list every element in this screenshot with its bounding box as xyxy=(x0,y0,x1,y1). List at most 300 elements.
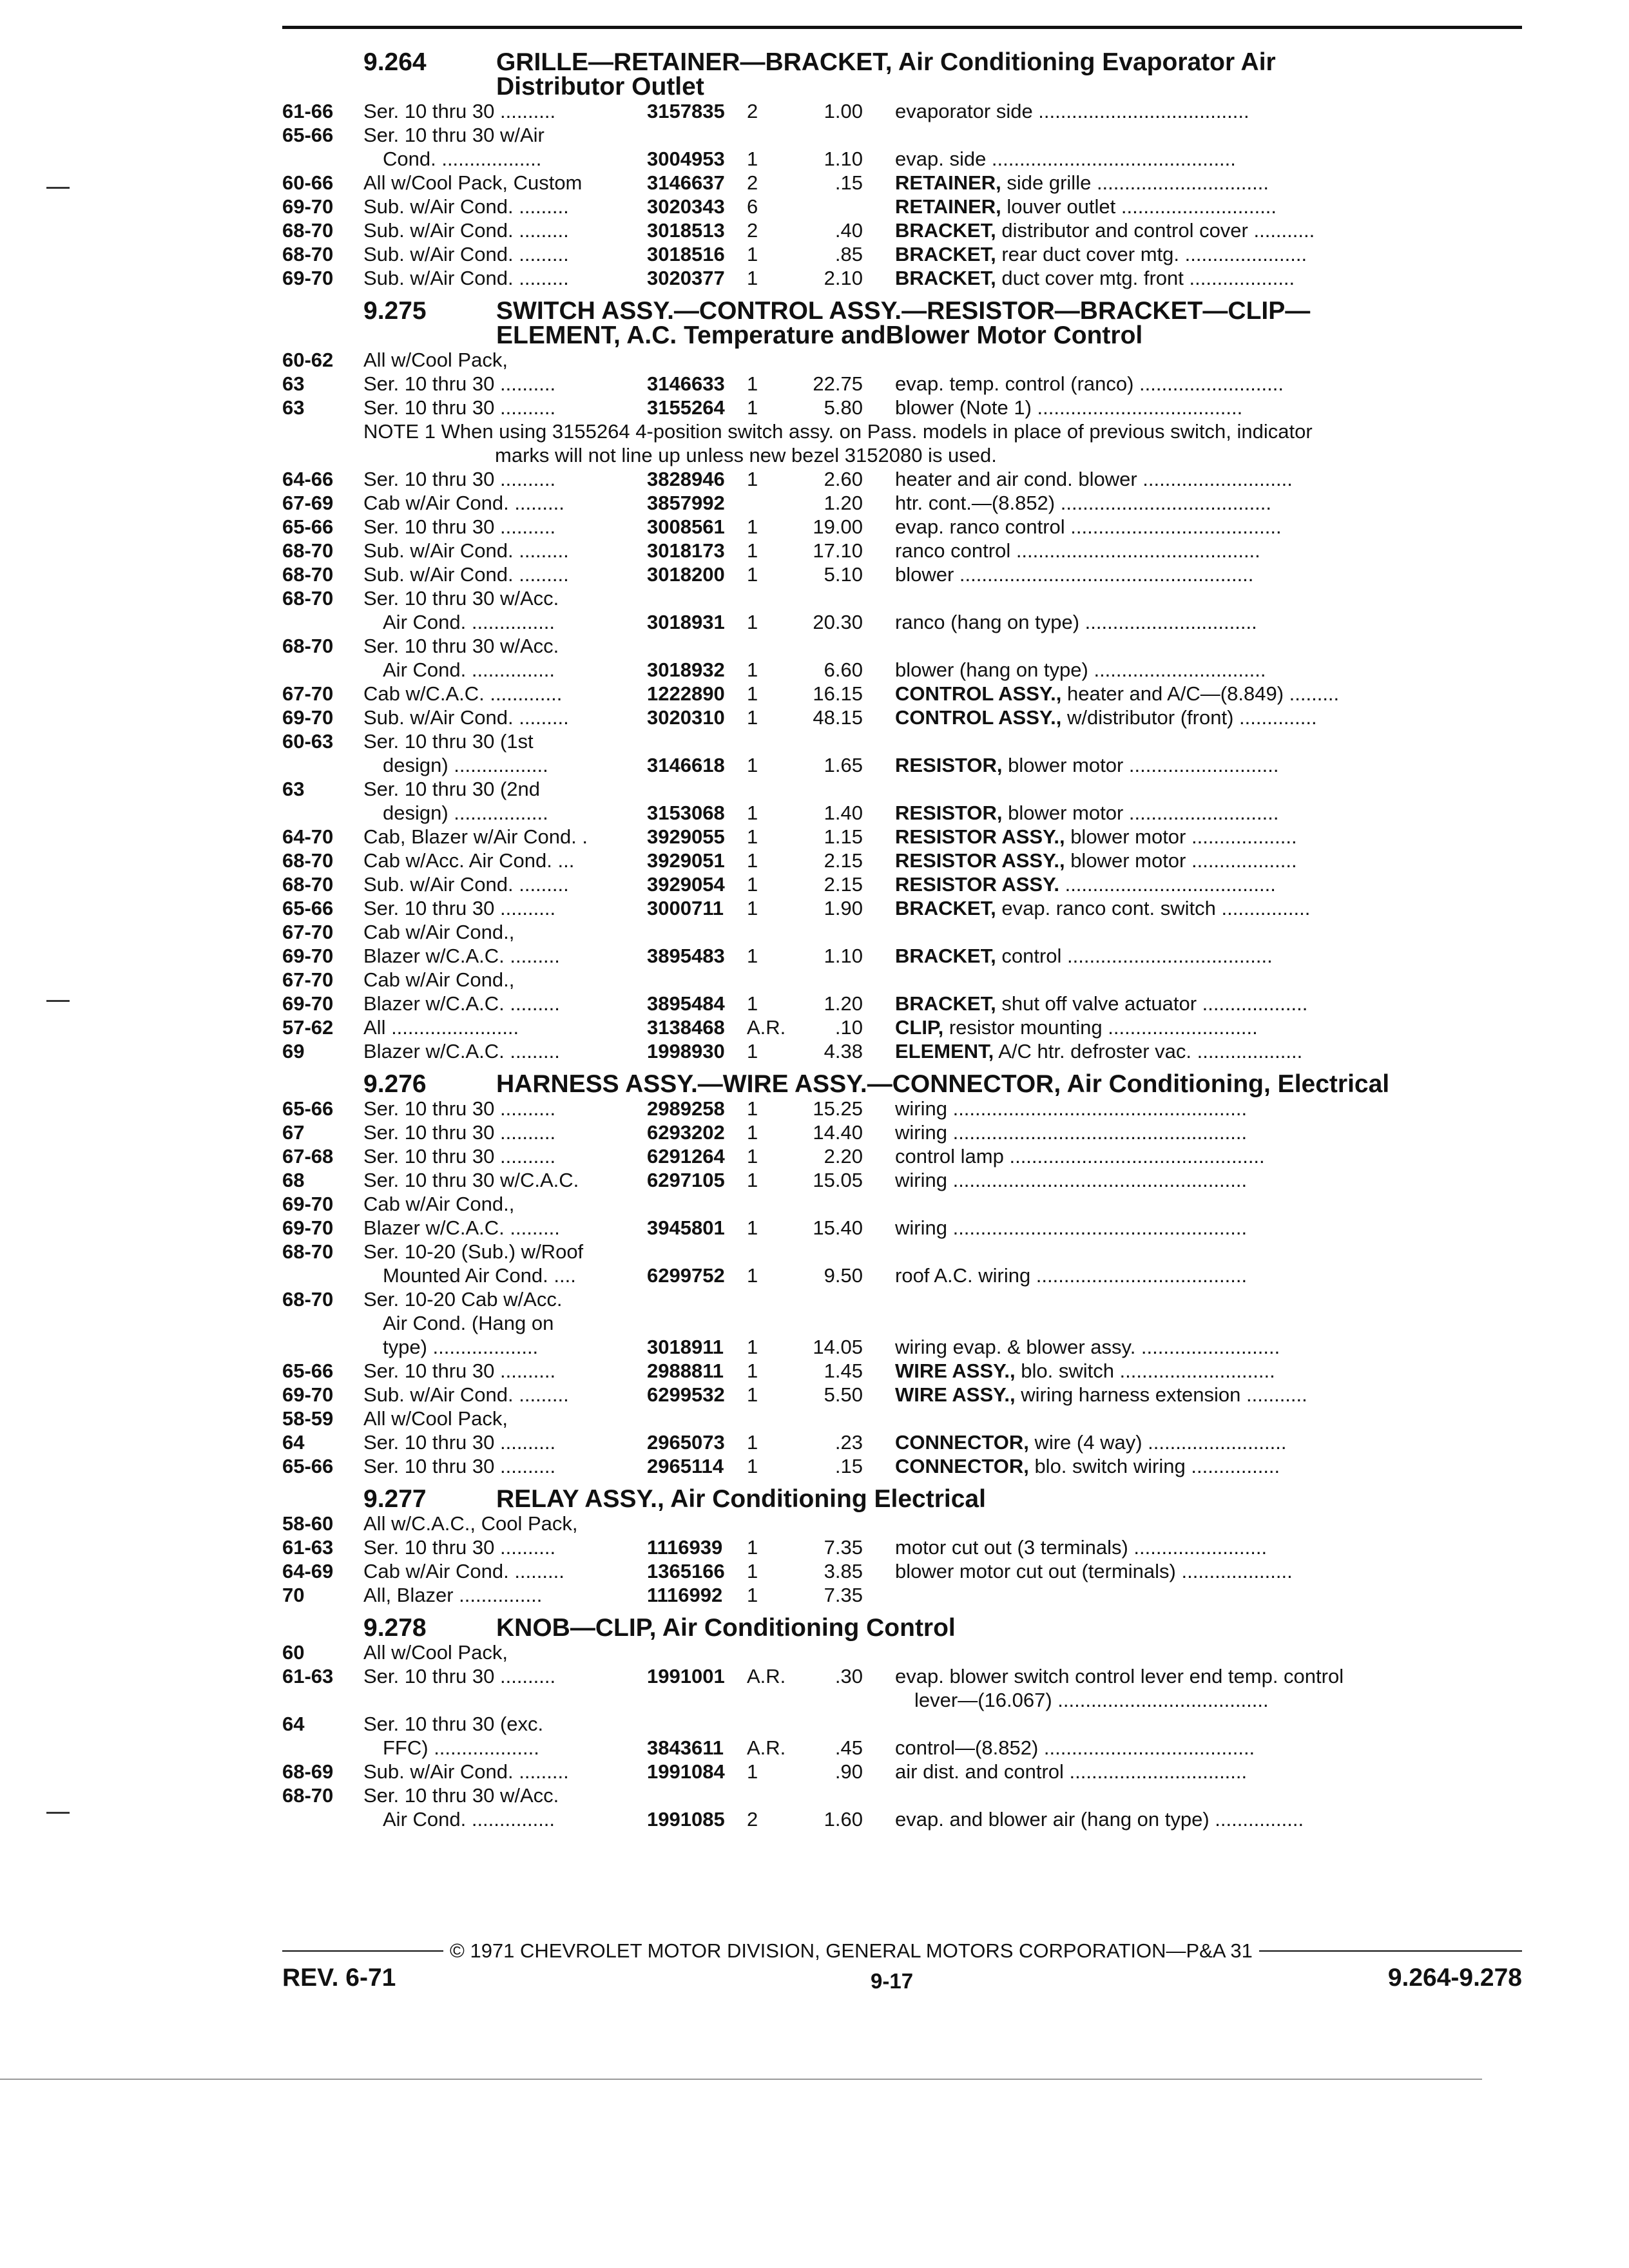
table-row xyxy=(282,729,1526,753)
part-number xyxy=(647,348,747,372)
part-name xyxy=(863,1783,1526,1807)
table-row xyxy=(282,171,1526,195)
table-row xyxy=(282,658,1526,682)
part-name-continued: lever—(16.067) ...................................... xyxy=(914,1689,1269,1711)
part-name-detail: distributor and control cover ........... xyxy=(996,219,1315,242)
table-row xyxy=(282,634,1526,658)
application-description: Ser. 10 thru 30 w/C.A.C. xyxy=(363,1169,579,1191)
price: 17.10 xyxy=(813,539,863,562)
quantity xyxy=(747,348,789,372)
table-row xyxy=(282,1783,1526,1807)
application-description: All w/Cool Pack, xyxy=(363,1641,508,1664)
part-name xyxy=(863,920,1526,944)
application-description: Air Cond. (Hang on xyxy=(383,1312,554,1334)
section-title-bold: SWITCH ASSY.—CONTROL ASSY.—RESISTOR—BRACKET—CLIP— xyxy=(496,297,1311,325)
model-years: 61-63 xyxy=(282,1665,334,1687)
part-name-bold: BRACKET, xyxy=(895,267,996,289)
part-number: 1991084 xyxy=(647,1760,725,1783)
application-description: Sub. w/Air Cond. ......... xyxy=(363,219,569,242)
price: 19.00 xyxy=(813,515,863,538)
part-name-bold: CONNECTOR, xyxy=(895,1455,1029,1477)
quantity: 1 xyxy=(747,1431,758,1454)
quantity: 1 xyxy=(747,682,758,705)
part-number xyxy=(647,729,747,753)
part-number: 1991085 xyxy=(647,1808,725,1831)
application-description: Ser. 10 thru 30 (2nd xyxy=(363,778,541,800)
part-name xyxy=(863,1535,1526,1559)
price xyxy=(789,1311,863,1335)
quantity: 1 xyxy=(747,1536,758,1559)
part-name-detail: wiring ..................................................... xyxy=(895,1121,1248,1144)
part-name-detail: A/C htr. defroster vac. ................... xyxy=(994,1040,1303,1062)
part-name xyxy=(863,123,1526,147)
price xyxy=(789,1783,863,1807)
quantity xyxy=(747,491,789,515)
model-years: 61-66 xyxy=(282,100,334,122)
part-name-detail: heater and A/C—(8.849) ......... xyxy=(1061,682,1340,705)
model-years xyxy=(282,610,363,634)
part-number xyxy=(647,968,747,992)
price: 15.05 xyxy=(813,1169,863,1191)
part-number: 6299752 xyxy=(647,1264,725,1287)
part-name xyxy=(863,729,1526,753)
model-years: 67-68 xyxy=(282,1145,334,1168)
section-title-rest: Air Conditioning Evaporator Air xyxy=(892,48,1276,76)
table-row xyxy=(282,1736,1526,1760)
part-number: 3018513 xyxy=(647,219,725,242)
part-name-bold: ELEMENT, xyxy=(895,1040,994,1062)
part-name-detail: ...................................... xyxy=(1059,873,1276,896)
model-years: 58-59 xyxy=(282,1407,334,1430)
price: .45 xyxy=(834,1736,863,1759)
part-name-bold: CONTROL ASSY., xyxy=(895,682,1062,705)
application-description: Ser. 10 thru 30 .......... xyxy=(363,1145,556,1168)
model-years: 67-70 xyxy=(282,921,334,943)
part-name xyxy=(863,1039,1526,1063)
application-description: Ser. 10-20 (Sub.) w/Roof xyxy=(363,1240,584,1263)
part-name xyxy=(863,1216,1526,1240)
part-name xyxy=(863,1240,1526,1264)
part-number: 3929055 xyxy=(647,825,725,848)
table-row xyxy=(282,1664,1526,1712)
table-row xyxy=(282,706,1526,729)
revision-label: REV. 6-71 xyxy=(282,1964,396,1992)
model-years: 68-70 xyxy=(282,243,334,265)
price: 1.60 xyxy=(824,1808,863,1831)
part-name xyxy=(863,491,1526,515)
part-name xyxy=(863,372,1526,396)
table-row xyxy=(282,1807,1526,1831)
price: 7.35 xyxy=(824,1536,863,1559)
part-name xyxy=(863,777,1526,801)
model-years: 68-70 xyxy=(282,873,334,896)
model-years xyxy=(282,1311,363,1335)
quantity xyxy=(747,586,789,610)
part-name-bold: WIRE ASSY., xyxy=(895,1360,1016,1382)
part-name-detail: evap. ranco control ...................................... xyxy=(895,515,1282,538)
part-number: 3146618 xyxy=(647,754,725,776)
application-description: Cab w/Air Cond., xyxy=(363,921,515,943)
part-name-detail: control lamp .............................................. xyxy=(895,1145,1265,1168)
section-title-bold: HARNESS ASSY.—WIRE ASSY.—CONNECTOR, xyxy=(496,1070,1061,1098)
quantity: 1 xyxy=(747,992,758,1015)
part-name xyxy=(863,1015,1526,1039)
model-years xyxy=(282,658,363,682)
section-title-bold: GRILLE—RETAINER—BRACKET, xyxy=(496,48,892,76)
part-number: 3020310 xyxy=(647,706,725,729)
model-years: 69-70 xyxy=(282,992,334,1015)
part-number: 6299532 xyxy=(647,1383,725,1406)
quantity: 1 xyxy=(747,945,758,967)
model-years: 70 xyxy=(282,1584,305,1606)
quantity: 1 xyxy=(747,563,758,586)
application-description: Ser. 10 thru 30 (1st xyxy=(363,730,534,753)
part-number: 6291264 xyxy=(647,1145,725,1168)
part-number: 1998930 xyxy=(647,1040,725,1062)
application-description: All w/Cool Pack, xyxy=(363,1407,508,1430)
part-name-detail: evaporator side ...................................... xyxy=(895,100,1249,122)
table-row xyxy=(282,1120,1526,1144)
application-description: Cab, Blazer w/Air Cond. . xyxy=(363,825,588,848)
application-description: Sub. w/Air Cond. ......... xyxy=(363,1760,569,1783)
price: 6.60 xyxy=(824,658,863,681)
price xyxy=(789,123,863,147)
part-number: 3146633 xyxy=(647,372,725,395)
part-number: 1991001 xyxy=(647,1665,725,1687)
table-row xyxy=(282,1407,1526,1430)
section-title-rest: Air Conditioning Electrical xyxy=(664,1485,986,1513)
table-row xyxy=(282,467,1526,491)
part-name xyxy=(863,682,1526,706)
quantity: 1 xyxy=(747,515,758,538)
scan-edge-line xyxy=(0,2079,1482,2080)
part-number: 1116939 xyxy=(647,1536,723,1559)
part-name-detail: evap. and blower air (hang on type) ................ xyxy=(895,1808,1304,1831)
part-number: 6293202 xyxy=(647,1121,725,1144)
part-name-detail: wiring ..................................................... xyxy=(895,1216,1248,1239)
application-description: Blazer w/C.A.C. ......... xyxy=(363,1040,560,1062)
model-years: 60-62 xyxy=(282,349,334,371)
part-name xyxy=(863,1664,1526,1712)
part-number xyxy=(647,920,747,944)
price: 9.50 xyxy=(824,1264,863,1287)
quantity: A.R. xyxy=(747,1665,786,1687)
table-row xyxy=(282,1335,1526,1359)
model-years: 69-70 xyxy=(282,1193,334,1215)
application-description: Blazer w/C.A.C. ......... xyxy=(363,992,560,1015)
page-number: 9-17 xyxy=(871,1969,914,1993)
part-name xyxy=(863,1287,1526,1311)
section-title-line xyxy=(496,1072,1526,1097)
price: 3.85 xyxy=(824,1560,863,1582)
quantity: 1 xyxy=(747,754,758,776)
part-name-detail: blower motor ................... xyxy=(1065,849,1297,872)
part-number: 3157835 xyxy=(647,100,725,122)
part-name xyxy=(863,1640,1526,1664)
price: .85 xyxy=(834,243,863,265)
part-number: 3018932 xyxy=(647,658,725,681)
part-name xyxy=(863,1383,1526,1407)
table-row xyxy=(282,920,1526,944)
part-name-detail: blo. switch ............................ xyxy=(1015,1360,1275,1382)
part-name-detail: control—(8.852) ...................................... xyxy=(895,1736,1255,1759)
section-title-line xyxy=(496,299,1526,323)
table-row xyxy=(282,896,1526,920)
part-number: 6297105 xyxy=(647,1169,725,1191)
application-description: Ser. 10 thru 30 .......... xyxy=(363,396,556,419)
price: 14.40 xyxy=(813,1121,863,1144)
model-years: 69 xyxy=(282,1040,305,1062)
section-title xyxy=(496,1616,1526,1640)
price: 15.40 xyxy=(813,1216,863,1239)
part-number: 3018911 xyxy=(647,1336,724,1358)
part-name xyxy=(863,1512,1526,1535)
price: .30 xyxy=(834,1665,863,1687)
quantity: 1 xyxy=(747,849,758,872)
part-name-detail: blower (hang on type) ............................... xyxy=(895,658,1266,681)
quantity: 1 xyxy=(747,148,758,170)
part-name xyxy=(863,992,1526,1015)
model-years: 67-69 xyxy=(282,492,334,514)
part-name-bold: RETAINER, xyxy=(895,195,1001,218)
quantity xyxy=(747,1407,789,1430)
part-name-detail: wire (4 way) ......................... xyxy=(1028,1431,1287,1454)
model-years: 60-63 xyxy=(282,730,334,753)
table-row xyxy=(282,1383,1526,1407)
application-description: All w/C.A.C., Cool Pack, xyxy=(363,1512,578,1535)
model-years: 65-66 xyxy=(282,124,334,146)
application-description: Ser. 10 thru 30 w/Acc. xyxy=(363,635,559,657)
part-name-detail: side grille ............................... xyxy=(1001,171,1269,194)
section-title-rest: Air Conditioning Control xyxy=(656,1614,956,1642)
table-row xyxy=(282,1311,1526,1335)
price: 2.15 xyxy=(824,849,863,872)
quantity xyxy=(747,1192,789,1216)
model-years: 65-66 xyxy=(282,897,334,919)
application-description: Ser. 10 thru 30 .......... xyxy=(363,897,556,919)
part-number xyxy=(647,1783,747,1807)
part-name-detail: blower motor ........................... xyxy=(1002,754,1279,776)
part-name xyxy=(863,753,1526,777)
part-name xyxy=(863,968,1526,992)
part-name xyxy=(863,515,1526,539)
application-description: Cab w/Air Cond. ......... xyxy=(363,1560,564,1582)
application-description: type) ................... xyxy=(383,1336,539,1358)
part-name xyxy=(863,396,1526,419)
table-row xyxy=(282,396,1526,419)
part-number: 3146637 xyxy=(647,171,725,194)
part-name-bold: CLIP, xyxy=(895,1016,944,1039)
price xyxy=(789,968,863,992)
model-years xyxy=(282,1807,363,1831)
price: 22.75 xyxy=(813,372,863,395)
application-description: Cab w/Acc. Air Cond. ... xyxy=(363,849,575,872)
quantity: A.R. xyxy=(747,1016,786,1039)
model-years: 69-70 xyxy=(282,1383,334,1406)
note-line-continued: marks will not line up unless new bezel 3152080 is used. xyxy=(495,444,997,466)
part-number: 1222890 xyxy=(647,682,725,705)
price xyxy=(789,1240,863,1264)
part-number xyxy=(647,1192,747,1216)
price xyxy=(789,920,863,944)
part-number: 2988811 xyxy=(647,1360,724,1382)
model-years: 68-70 xyxy=(282,563,334,586)
quantity: 1 xyxy=(747,1169,758,1191)
part-name xyxy=(863,1807,1526,1831)
table-row xyxy=(282,1583,1526,1607)
model-years xyxy=(282,753,363,777)
price: .90 xyxy=(834,1760,863,1783)
model-years: 64-69 xyxy=(282,1560,334,1582)
part-name xyxy=(863,658,1526,682)
part-name-bold: BRACKET, xyxy=(895,992,996,1015)
price: .15 xyxy=(834,171,863,194)
price xyxy=(789,1407,863,1430)
section-title-line2: ELEMENT, A.C. Temperature andBlower Motor Control xyxy=(496,322,1143,349)
part-number xyxy=(647,1240,747,1264)
application-description: FFC) ................... xyxy=(383,1736,539,1759)
part-name xyxy=(863,1144,1526,1168)
part-number: 3945801 xyxy=(647,1216,725,1239)
quantity: 1 xyxy=(747,1760,758,1783)
application-description: Air Cond. ............... xyxy=(383,1808,555,1831)
section-title-line2: Distributor Outlet xyxy=(496,73,704,101)
part-name xyxy=(863,467,1526,491)
table-row xyxy=(282,1454,1526,1478)
application-description: Ser. 10 thru 30 .......... xyxy=(363,100,556,122)
application-description: All w/Cool Pack, Custom xyxy=(363,171,583,194)
section-title-line xyxy=(496,1616,1526,1640)
part-name xyxy=(863,348,1526,372)
part-number xyxy=(647,777,747,801)
table-row xyxy=(282,515,1526,539)
price: 1.65 xyxy=(824,754,863,776)
price: 1.15 xyxy=(824,825,863,848)
part-name xyxy=(863,195,1526,218)
page-footer xyxy=(282,1939,1522,1994)
quantity: 1 xyxy=(747,372,758,395)
application-description: Blazer w/C.A.C. ......... xyxy=(363,1216,560,1239)
price: .40 xyxy=(834,219,863,242)
part-name-detail: louver outlet ............................ xyxy=(1001,195,1277,218)
parts-section xyxy=(282,1487,1526,1607)
table-row xyxy=(282,992,1526,1015)
margin-mark xyxy=(46,1000,70,1002)
model-years: 68-70 xyxy=(282,539,334,562)
model-years: 68-69 xyxy=(282,1760,334,1783)
price: 2.60 xyxy=(824,468,863,490)
application-description: Blazer w/C.A.C. ......... xyxy=(363,945,560,967)
part-name xyxy=(863,610,1526,634)
table-row xyxy=(282,539,1526,562)
part-number: 3018516 xyxy=(647,243,725,265)
part-number: 2989258 xyxy=(647,1097,725,1120)
part-name-detail: rear duct cover mtg. ...................... xyxy=(996,243,1307,265)
application-description: Ser. 10-20 Cab w/Acc. xyxy=(363,1288,563,1311)
copyright-text: © 1971 CHEVROLET MOTOR DIVISION, GENERAL MOTORS CORPORATION—P&A 31 xyxy=(450,1939,1253,1962)
part-name xyxy=(863,562,1526,586)
section-heading xyxy=(282,299,1526,348)
price xyxy=(789,195,863,218)
price: 16.15 xyxy=(813,682,863,705)
quantity: 1 xyxy=(747,1383,758,1406)
quantity: 2 xyxy=(747,219,758,242)
quantity: 1 xyxy=(747,706,758,729)
application-description: Ser. 10 thru 30 (exc. xyxy=(363,1713,544,1735)
section-range: 9.264-9.278 xyxy=(1387,1964,1522,1992)
application-description: All ....................... xyxy=(363,1016,519,1039)
part-number: 3828946 xyxy=(647,468,725,490)
footer-rule-left xyxy=(282,1950,443,1952)
model-years: 67-70 xyxy=(282,682,334,705)
quantity: 1 xyxy=(747,1455,758,1477)
model-years: 68 xyxy=(282,1169,305,1191)
part-name-bold: RESISTOR, xyxy=(895,754,1003,776)
part-name xyxy=(863,1097,1526,1120)
part-name-detail: blower motor cut out (terminals) .................... xyxy=(895,1560,1293,1582)
part-name-detail: blower motor ........................... xyxy=(1002,802,1279,824)
quantity: 1 xyxy=(747,825,758,848)
part-name xyxy=(863,1311,1526,1335)
section-note xyxy=(282,419,1526,467)
table-row xyxy=(282,266,1526,290)
part-number: 3018173 xyxy=(647,539,725,562)
table-row xyxy=(282,1512,1526,1535)
table-row xyxy=(282,610,1526,634)
model-years: 58-60 xyxy=(282,1512,334,1535)
application-description: Ser. 10 thru 30 .......... xyxy=(363,1360,556,1382)
price xyxy=(789,348,863,372)
application-description: Ser. 10 thru 30 .......... xyxy=(363,1665,556,1687)
price: .15 xyxy=(834,1455,863,1477)
part-number xyxy=(647,1512,747,1535)
application-description: Ser. 10 thru 30 .......... xyxy=(363,515,556,538)
quantity xyxy=(747,968,789,992)
section-title-rest: Air Conditioning, Electrical xyxy=(1061,1070,1390,1098)
application-description: Ser. 10 thru 30 w/Acc. xyxy=(363,587,559,610)
section-number: 9.264 xyxy=(363,48,427,76)
price: 48.15 xyxy=(813,706,863,729)
part-name-bold: CONTROL ASSY., xyxy=(895,706,1062,729)
part-number xyxy=(647,1407,747,1430)
model-years: 68-70 xyxy=(282,219,334,242)
part-number: 1116992 xyxy=(647,1584,723,1606)
part-number xyxy=(647,1712,747,1736)
application-description: Sub. w/Air Cond. ......... xyxy=(363,243,569,265)
quantity: 2 xyxy=(747,1808,758,1831)
part-name-detail: motor cut out (3 terminals) ........................ xyxy=(895,1536,1268,1559)
parts-listing xyxy=(282,41,1526,1831)
part-name xyxy=(863,896,1526,920)
application-description: Sub. w/Air Cond. ......... xyxy=(363,195,569,218)
section-title-bold: KNOB—CLIP, xyxy=(496,1614,657,1642)
part-number xyxy=(647,586,747,610)
quantity: 6 xyxy=(747,195,758,218)
application-description: Ser. 10 thru 30 .......... xyxy=(363,1097,556,1120)
table-row xyxy=(282,872,1526,896)
part-name xyxy=(863,1264,1526,1287)
part-name-detail: evap. side ............................................ xyxy=(895,148,1236,170)
model-years: 61-63 xyxy=(282,1536,334,1559)
price xyxy=(789,777,863,801)
margin-mark xyxy=(46,1812,70,1814)
model-years: 60 xyxy=(282,1641,305,1664)
part-name xyxy=(863,634,1526,658)
model-years: 68-70 xyxy=(282,587,334,610)
quantity: 2 xyxy=(747,100,758,122)
table-row xyxy=(282,1287,1526,1311)
price: 20.30 xyxy=(813,611,863,633)
